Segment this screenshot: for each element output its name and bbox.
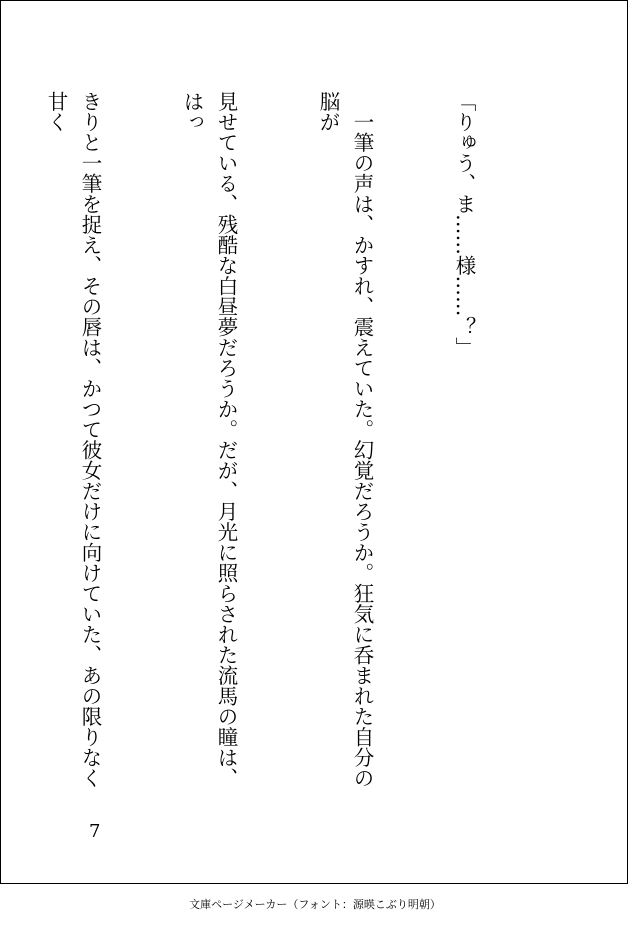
text-line: 見せている、残酷な白昼夢だろうか。だが、月光に照らされた流馬の瞳は、はっ [180, 91, 238, 788]
footer-caption: 文庫ページメーカー（フォント：源暎こぶり明朝） [189, 898, 441, 911]
page-number: 7 [89, 821, 101, 842]
text-line: きりと一筆を捉え、その唇は、かつて彼女だけに向けていた、あの限りなく甘く [44, 91, 102, 788]
text-line: 一筆の声は、かすれ、震えていた。幻覚だろうか。狂気に呑まれた自分の脳が [316, 91, 374, 788]
text-line: 「りゅう、ま……様……？」 [452, 91, 476, 358]
body-text [0, 91, 549, 791]
